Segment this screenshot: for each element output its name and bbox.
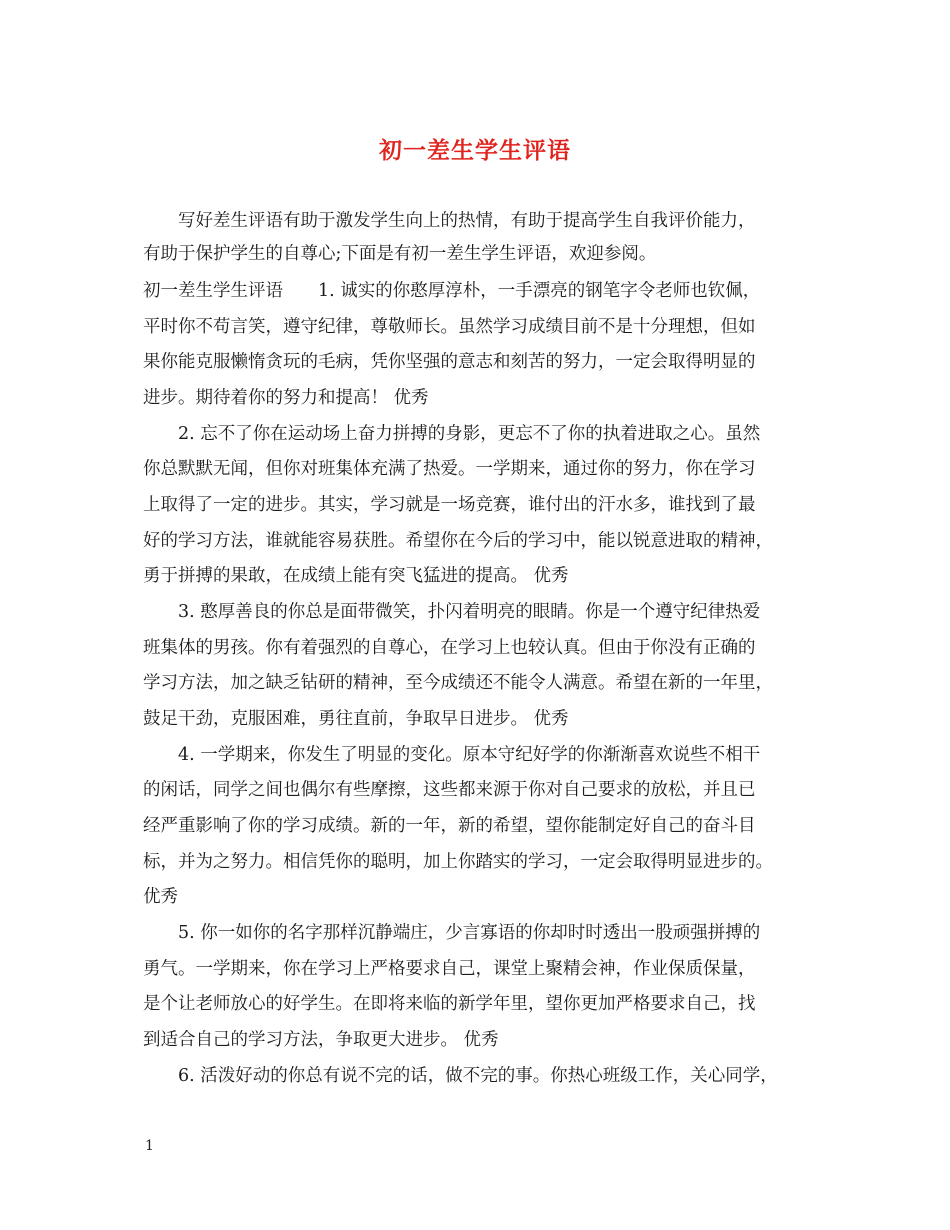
body-line: 到适合自己的学习方法，争取更大进步。 优秀 xyxy=(143,1030,499,1050)
document-title: 初一差生学生评语 xyxy=(379,137,571,164)
body-line: 勇于拼搏的果敢，在成绩上能有突飞猛进的提高。 优秀 xyxy=(143,566,569,586)
body-line: 初一差生学生评语 1. 诚实的你憨厚淳朴，一手漂亮的钢笔字令老师也钦佩， xyxy=(143,281,761,301)
body-line: 写好差生评语有助于激发学生向上的热情，有助于提高学生自我评价能力， xyxy=(143,211,756,231)
body-line: 上取得了一定的进步。其实，学习就是一场竞赛，谁付出的汗水多，谁找到了最 xyxy=(143,495,756,515)
body-line: 2. 忘不了你在运动场上奋力拼搏的身影，更忘不了你的执着进取之心。虽然 xyxy=(143,424,761,444)
body-line: 的闲话，同学之间也偶尔有些摩擦，这些都来源于你对自己要求的放松，并且已 xyxy=(143,780,756,800)
body-line: 有助于保护学生的自尊心;下面是有初一差生学生评语，欢迎参阅。 xyxy=(143,244,657,264)
body-line: 学习方法，加之缺乏钻研的精神，至今成绩还不能令人满意。希望在新的一年里， xyxy=(143,673,773,693)
page-number: 1 xyxy=(145,1138,154,1154)
body-line: 6. 活泼好动的你总有说不完的话，做不完的事。你热心班级工作，关心同学， xyxy=(143,1066,778,1086)
body-line: 经严重影响了你的学习成绩。新的一年，新的希望，望你能制定好自己的奋斗目 xyxy=(143,816,756,836)
body-line: 4. 一学期来，你发生了明显的变化。原本守纪好学的你渐渐喜欢说些不相干 xyxy=(143,745,761,765)
body-line: 进步。期待着你的努力和提高！ 优秀 xyxy=(143,388,429,408)
body-line: 标，并为之努力。相信凭你的聪明，加上你踏实的学习，一定会取得明显进步的。 xyxy=(143,852,773,872)
body-line: 是个让老师放心的好学生。在即将来临的新学年里，望你更加严格要求自己，找 xyxy=(143,994,756,1014)
body-line: 好的学习方法，谁就能容易获胜。希望你在今后的学习中，能以锐意进取的精神， xyxy=(143,531,773,551)
body-line: 你总默默无闻，但你对班集体充满了热爱。一学期来，通过你的努力，你在学习 xyxy=(143,459,756,479)
body-line: 班集体的男孩。你有着强烈的自尊心，在学习上也较认真。但由于你没有正确的 xyxy=(143,638,756,658)
body-line: 勇气。一学期来，你在学习上严格要求自己，课堂上聚精会神，作业保质保量， xyxy=(143,959,756,979)
body-line: 鼓足干劲，克服困难，勇往直前，争取早日进步。 优秀 xyxy=(143,709,569,729)
body-line: 5. 你一如你的名字那样沉静端庄，少言寡语的你却时时透出一股顽强拼搏的 xyxy=(143,923,761,943)
body-line: 果你能克服懒惰贪玩的毛病，凭你坚强的意志和刻苦的努力，一定会取得明显的 xyxy=(143,352,756,372)
body-line: 优秀 xyxy=(143,887,178,907)
body-line: 3. 憨厚善良的你总是面带微笑，扑闪着明亮的眼睛。你是一个遵守纪律热爱 xyxy=(143,602,761,622)
body-line: 平时你不苟言笑，遵守纪律，尊敬师长。虽然学习成绩目前不是十分理想，但如 xyxy=(143,317,756,337)
